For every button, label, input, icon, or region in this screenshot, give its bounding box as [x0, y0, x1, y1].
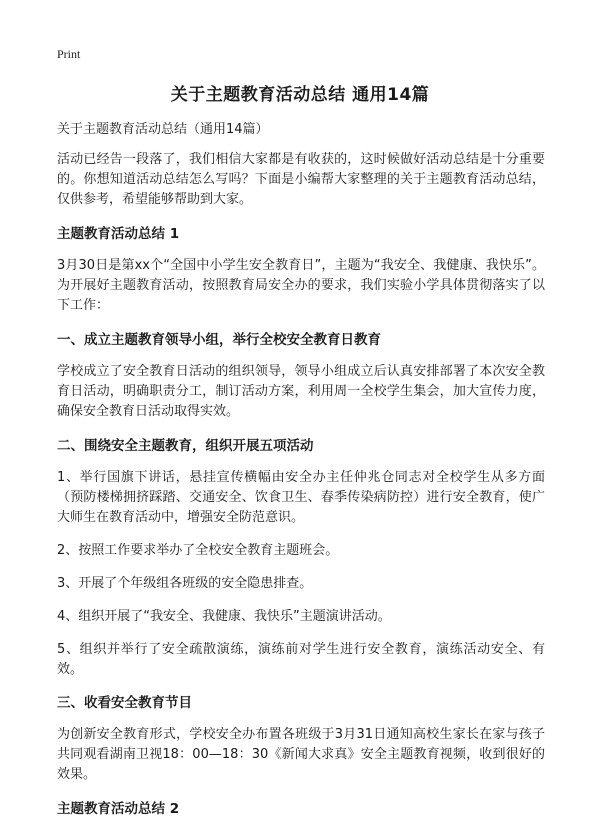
- print-link[interactable]: Print: [57, 47, 81, 61]
- section-heading-1: 主题教育活动总结 1: [57, 226, 180, 242]
- part-heading-3: 三、收看安全教育节目: [57, 695, 192, 711]
- list-item: 2、按照工作要求举办了全校安全教育主题班会。: [57, 543, 339, 558]
- list-item: 4、组织开展了“我安全、我健康、我快乐”主题演讲活动。: [57, 609, 391, 624]
- document-body: [57, 120, 545, 831]
- part-1-paragraph: 学校成立了安全教育日活动的组织领导，领导小组成立后认真安排部署了本次安全教育日活动，明确职责分工，制订活动方案，利用周一全校学生集会，加大宣传力度，确保安全教育日活动取得实效。: [57, 364, 545, 419]
- list-item: 5、组织并举行了安全疏散演练，演练前对学生进行安全教育，演练活动安全、有效。: [57, 642, 545, 677]
- list-item: 1、举行国旗下讲话，悬挂宣传横幅由安全办主任仲兆仓同志对全校学生从多方面（预防楼梯拥挤踩踏、交通安全、饮食卫生、春季传染病防控）进行安全教育，使广大师生在教育活动中，增强安全防范意识。: [57, 470, 545, 525]
- document-subtitle: 关于主题教育活动总结（通用14篇）: [57, 122, 269, 137]
- intro-paragraph: 活动已经告一段落了，我们相信大家都是有收获的，这时候做好活动总结是十分重要的。你想知道活动总结怎么写吗？下面是小编帮大家整理的关于主题教育活动总结，仅供参考，希望能够帮助到大家。: [57, 152, 545, 207]
- section-heading-2: 主题教育活动总结 2: [57, 801, 180, 817]
- document-title: 关于主题教育活动总结 通用14篇: [170, 85, 430, 105]
- part-heading-1: 一、成立主题教育领导小组，举行全校安全教育日教育: [57, 332, 381, 348]
- part-3-paragraph: 为创新安全教育形式，学校安全办布置各班级于3月31日通知高校生家长在家与孩子共同观看湖南卫视18：00—18：30《新闻大求真》安全主题教育视频，收到很好的效果。: [57, 727, 545, 782]
- section-1-paragraph: 3月30日是第xx个“全国中小学生安全教育日”，主题为“我安全、我健康、我快乐”。为开展好主题教育活动，按照教育局安全办的要求，我们实验小学具体贯彻落实了以下工作：: [57, 258, 545, 313]
- part-heading-2: 二、围绕安全主题教育，组织开展五项活动: [57, 438, 314, 454]
- list-item: 3、开展了个年级组各班级的安全隐患排查。: [57, 576, 313, 591]
